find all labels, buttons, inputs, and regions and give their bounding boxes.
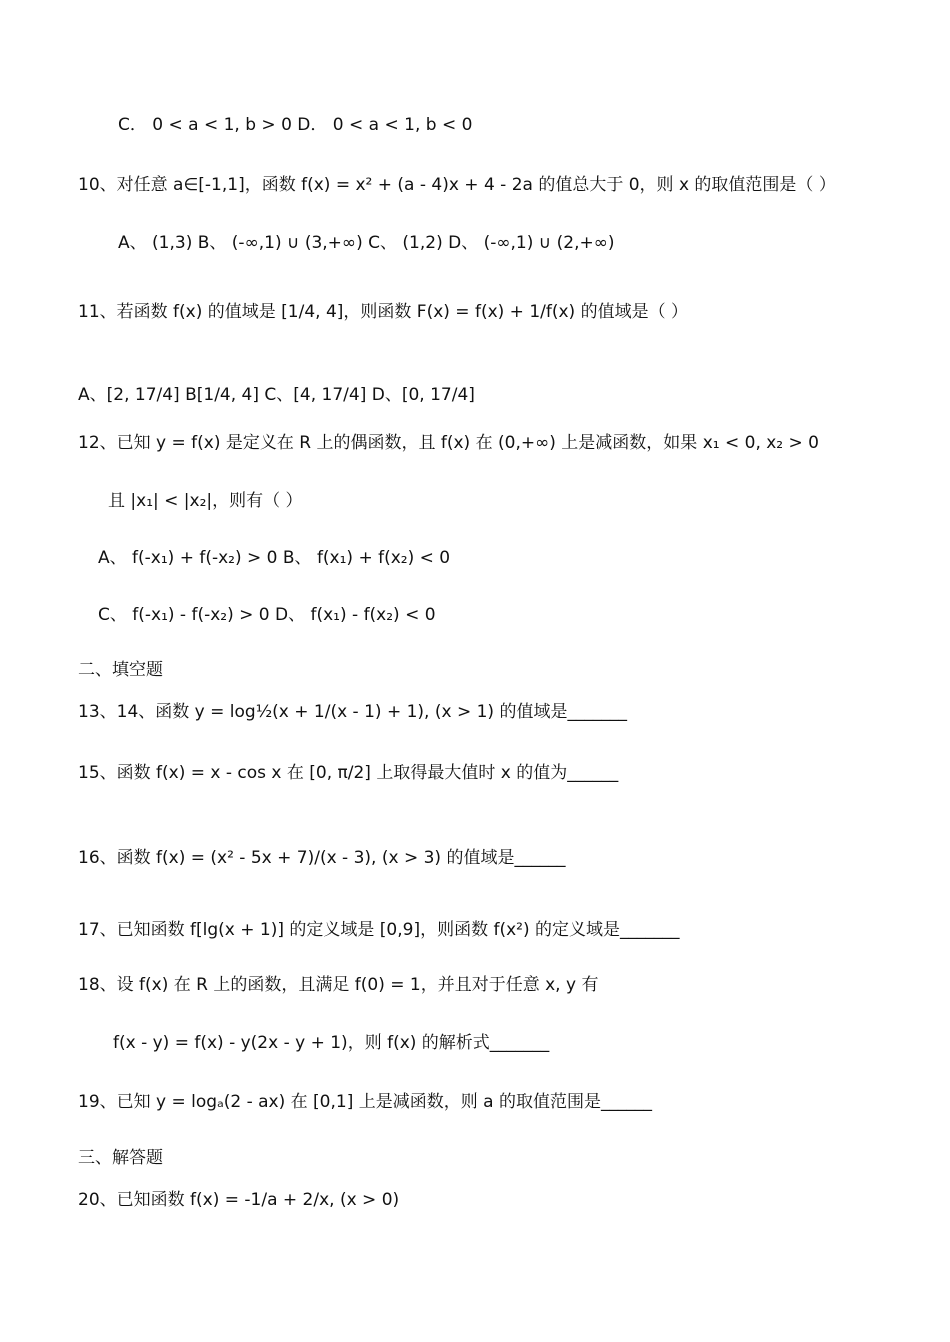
line-17: 19、已知 y = logₐ(2 - ax) 在 [0,1] 上是减函数，则 a 的取值范围是______ — [78, 1092, 652, 1112]
line-11: 13、14、函数 y = log½(x + 1/(x - 1) + 1), (x > 1) 的值域是_______ — [78, 702, 627, 722]
line-6: 12、已知 y = f(x) 是定义在 R 上的偶函数，且 f(x) 在 (0,+∞) 上是减函数，如果 x₁ < 0, x₂ > 0 — [78, 433, 819, 453]
section-heading-3: 三、解答题 — [78, 1148, 163, 1168]
line-1: C． 0 < a < 1, b > 0 D． 0 < a < 1, b < 0 — [118, 115, 473, 135]
line-2: 10、对任意 a∈[-1,1]，函数 f(x) = x² + (a - 4)x + 4 - 2a 的值总大于 0，则 x 的取值范围是（ ） — [78, 175, 836, 195]
line-19: 20、已知函数 f(x) = -1/a + 2/x, (x > 0) — [78, 1190, 400, 1210]
line-14: 17、已知函数 f[lg(x + 1)] 的定义域是 [0,9]，则函数 f(x²) 的定义域是_______ — [78, 920, 680, 940]
line-12: 15、函数 f(x) = x - cos x 在 [0, π/2] 上取得最大值时 x 的值为______ — [78, 763, 619, 783]
section-heading-2: 二、填空题 — [78, 660, 163, 680]
line-3: A、 (1,3) B、 (-∞,1) ∪ (3,+∞) C、 (1,2) D、 (-∞,1) ∪ (2,+∞) — [118, 233, 615, 253]
line-4: 11、若函数 f(x) 的值域是 [1/4, 4]，则函数 F(x) = f(x) + 1/f(x) 的值域是（ ） — [78, 302, 688, 322]
line-9: C、 f(-x₁) - f(-x₂) > 0 D、 f(x₁) - f(x₂) < 0 — [98, 605, 436, 625]
line-16: f(x - y) = f(x) - y(2x - y + 1)，则 f(x) 的解析式_______ — [113, 1033, 550, 1053]
line-7: 且 |x₁| < |x₂|，则有（ ） — [108, 491, 303, 511]
line-13: 16、函数 f(x) = (x² - 5x + 7)/(x - 3), (x > 3) 的值域是______ — [78, 848, 566, 868]
line-8: A、 f(-x₁) + f(-x₂) > 0 B、 f(x₁) + f(x₂) < 0 — [98, 548, 451, 568]
line-5: A、[2, 17/4] B[1/4, 4] C、[4, 17/4] D、[0, 17/4] — [78, 385, 475, 405]
line-15: 18、设 f(x) 在 R 上的函数，且满足 f(0) = 1，并且对于任意 x, y 有 — [78, 975, 599, 995]
